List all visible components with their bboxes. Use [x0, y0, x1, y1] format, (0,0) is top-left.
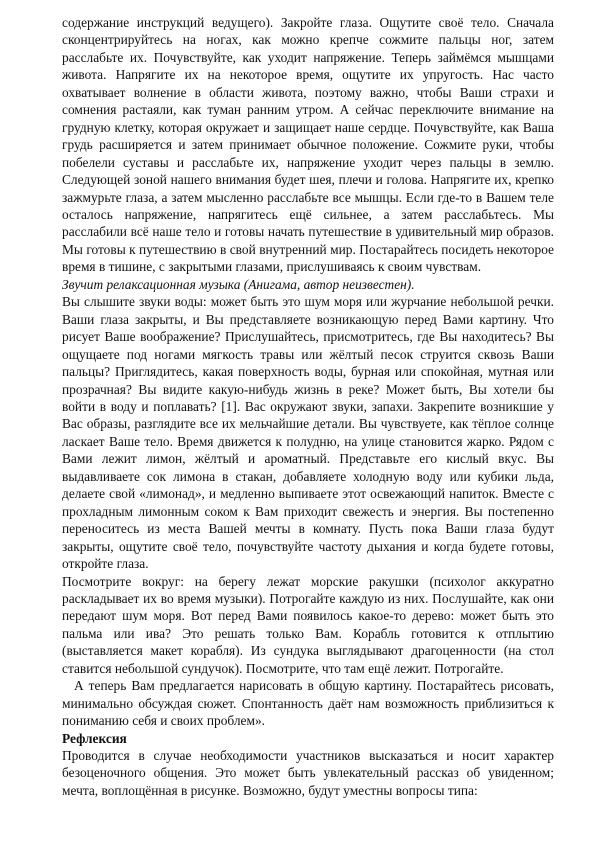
paragraph-drawing-task: А теперь Вам предлагается нарисовать в общую картину. Постарайтесь рисовать, минимально обсуждая сюжет. Спонтанность даёт нам возможность приблизиться к пониманию себя и своих проблем». — [62, 678, 554, 729]
reflection-heading: Рефлексия — [62, 730, 127, 746]
document-page — [62, 14, 554, 799]
paragraph-water-imagery: Вы слышите звуки воды: может быть это шум моря или журчание небольшой речки. Ваши глаза закрыты, и Вы представляете возникающую перед Вами картину. Что рисует Ваше воображение? Прислушайтесь, присмотритесь, где Вы находитесь? Вы ощущаете под ногами мягкость травы или жёлтый песок струится сквозь Ваши пальцы? Приглядитесь, какая поверхность воды, бурная или спокойная, мутная или прозрачная? Вы видите какую-нибудь жизнь в реке? Может быть, Вы хотели бы войти в воду и поплавать? [1]. Вас окружают звуки, запахи. Закрепите возникшие у Вас образы, разглядите все их мельчайшие детали. Вы чувствуете, как тёплое солнце ласкает Ваше тело. Время движется к полудню, на улице становится жарко. Рядом с Вами лежит лимон, жёлтый и ароматный. Представьте его кислый вкус. Вы выдавливаете сок лимона в стакан, добавляете холодную воду или кубики льда, делаете свой «лимонад», и медленно выпиваете этот освежающий напиток. Вместе с прохладным лимонным соком к Вам приходит свежесть и энергия. Вы постепенно переноситесь из места Вашей мечты в комнату. Пусть пока Ваши глаза будут закрыты, ощутите своё тело, почувствуйте частоту дыхания и когда будете готовы, откройте глаза. — [62, 294, 554, 572]
paragraph-relaxation-instructions: содержание инструкций ведущего). Закройте глаза. Ощутите своё тело. Сначала сконцентрируйтесь на ногах, как можно крепче сожмите пальцы ног, затем расслабьте их. Почувствуйте, как уходит напряжение. Теперь займёмся мышцами живота. Напрягите их на некоторое время, ощутите их упругость. Нас часто охватывает волнение в области живота, поэтому важно, чтобы Ваши страхи и сомнения растаяли, как туман ранним утром. А сейчас переключите внимание на грудную клетку, которая окружает и защищает наше сердце. Почувствуйте, как Ваша грудь расширяется и затем принимает обычное положение. Сожмите руки, чтобы побелели суставы и расслабьте их, напряжение уходит через пальцы в землю. Следующей зоной нашего внимания будет шея, плечи и голова. Напрягите их, крепко зажмурьте глаза, а затем мысленно расслабьте все мышцы. Если где-то в Вашем теле осталось напряжение, напрягитесь ещё сильнее, а затем расслабьтесь. Мы расслабили всё наше тело и готовы начать путешествие в удивительный мир образов. Мы готовы к путешествию в свой внутренний мир. Постарайтесь посидеть некоторое время в тишине, с закрытыми глазами, прислушиваясь к своим чувствам. — [62, 15, 554, 275]
paragraph-reflection: Проводится в случае необходимости участников высказаться и носит характер безоценочного общения. Это может быть увлекательный рассказ об увиденном; мечта, воплощённая в рисунке. Возможно, будут уместны вопросы типа: — [62, 748, 554, 798]
paragraph-look-around: Посмотрите вокруг: на берегу лежат морские ракушки (психолог аккуратно раскладывает их во время музыки). Потрогайте каждую из них. Послушайте, как они передают шум моря. Вот перед Вами появилось какое-то дерево: может быть это пальма или ива? Это решать только Вам. Корабль готовится к отплытию (выставляется макет корабля). Из сундука выглядывают драгоценности (на стол ставится небольшой сундучок). Посмотрите, что там ещё лежит. Потрогайте. — [62, 573, 554, 676]
music-note: Звучит релаксационная музыка (Анигама, автор неизвестен). — [62, 276, 415, 292]
